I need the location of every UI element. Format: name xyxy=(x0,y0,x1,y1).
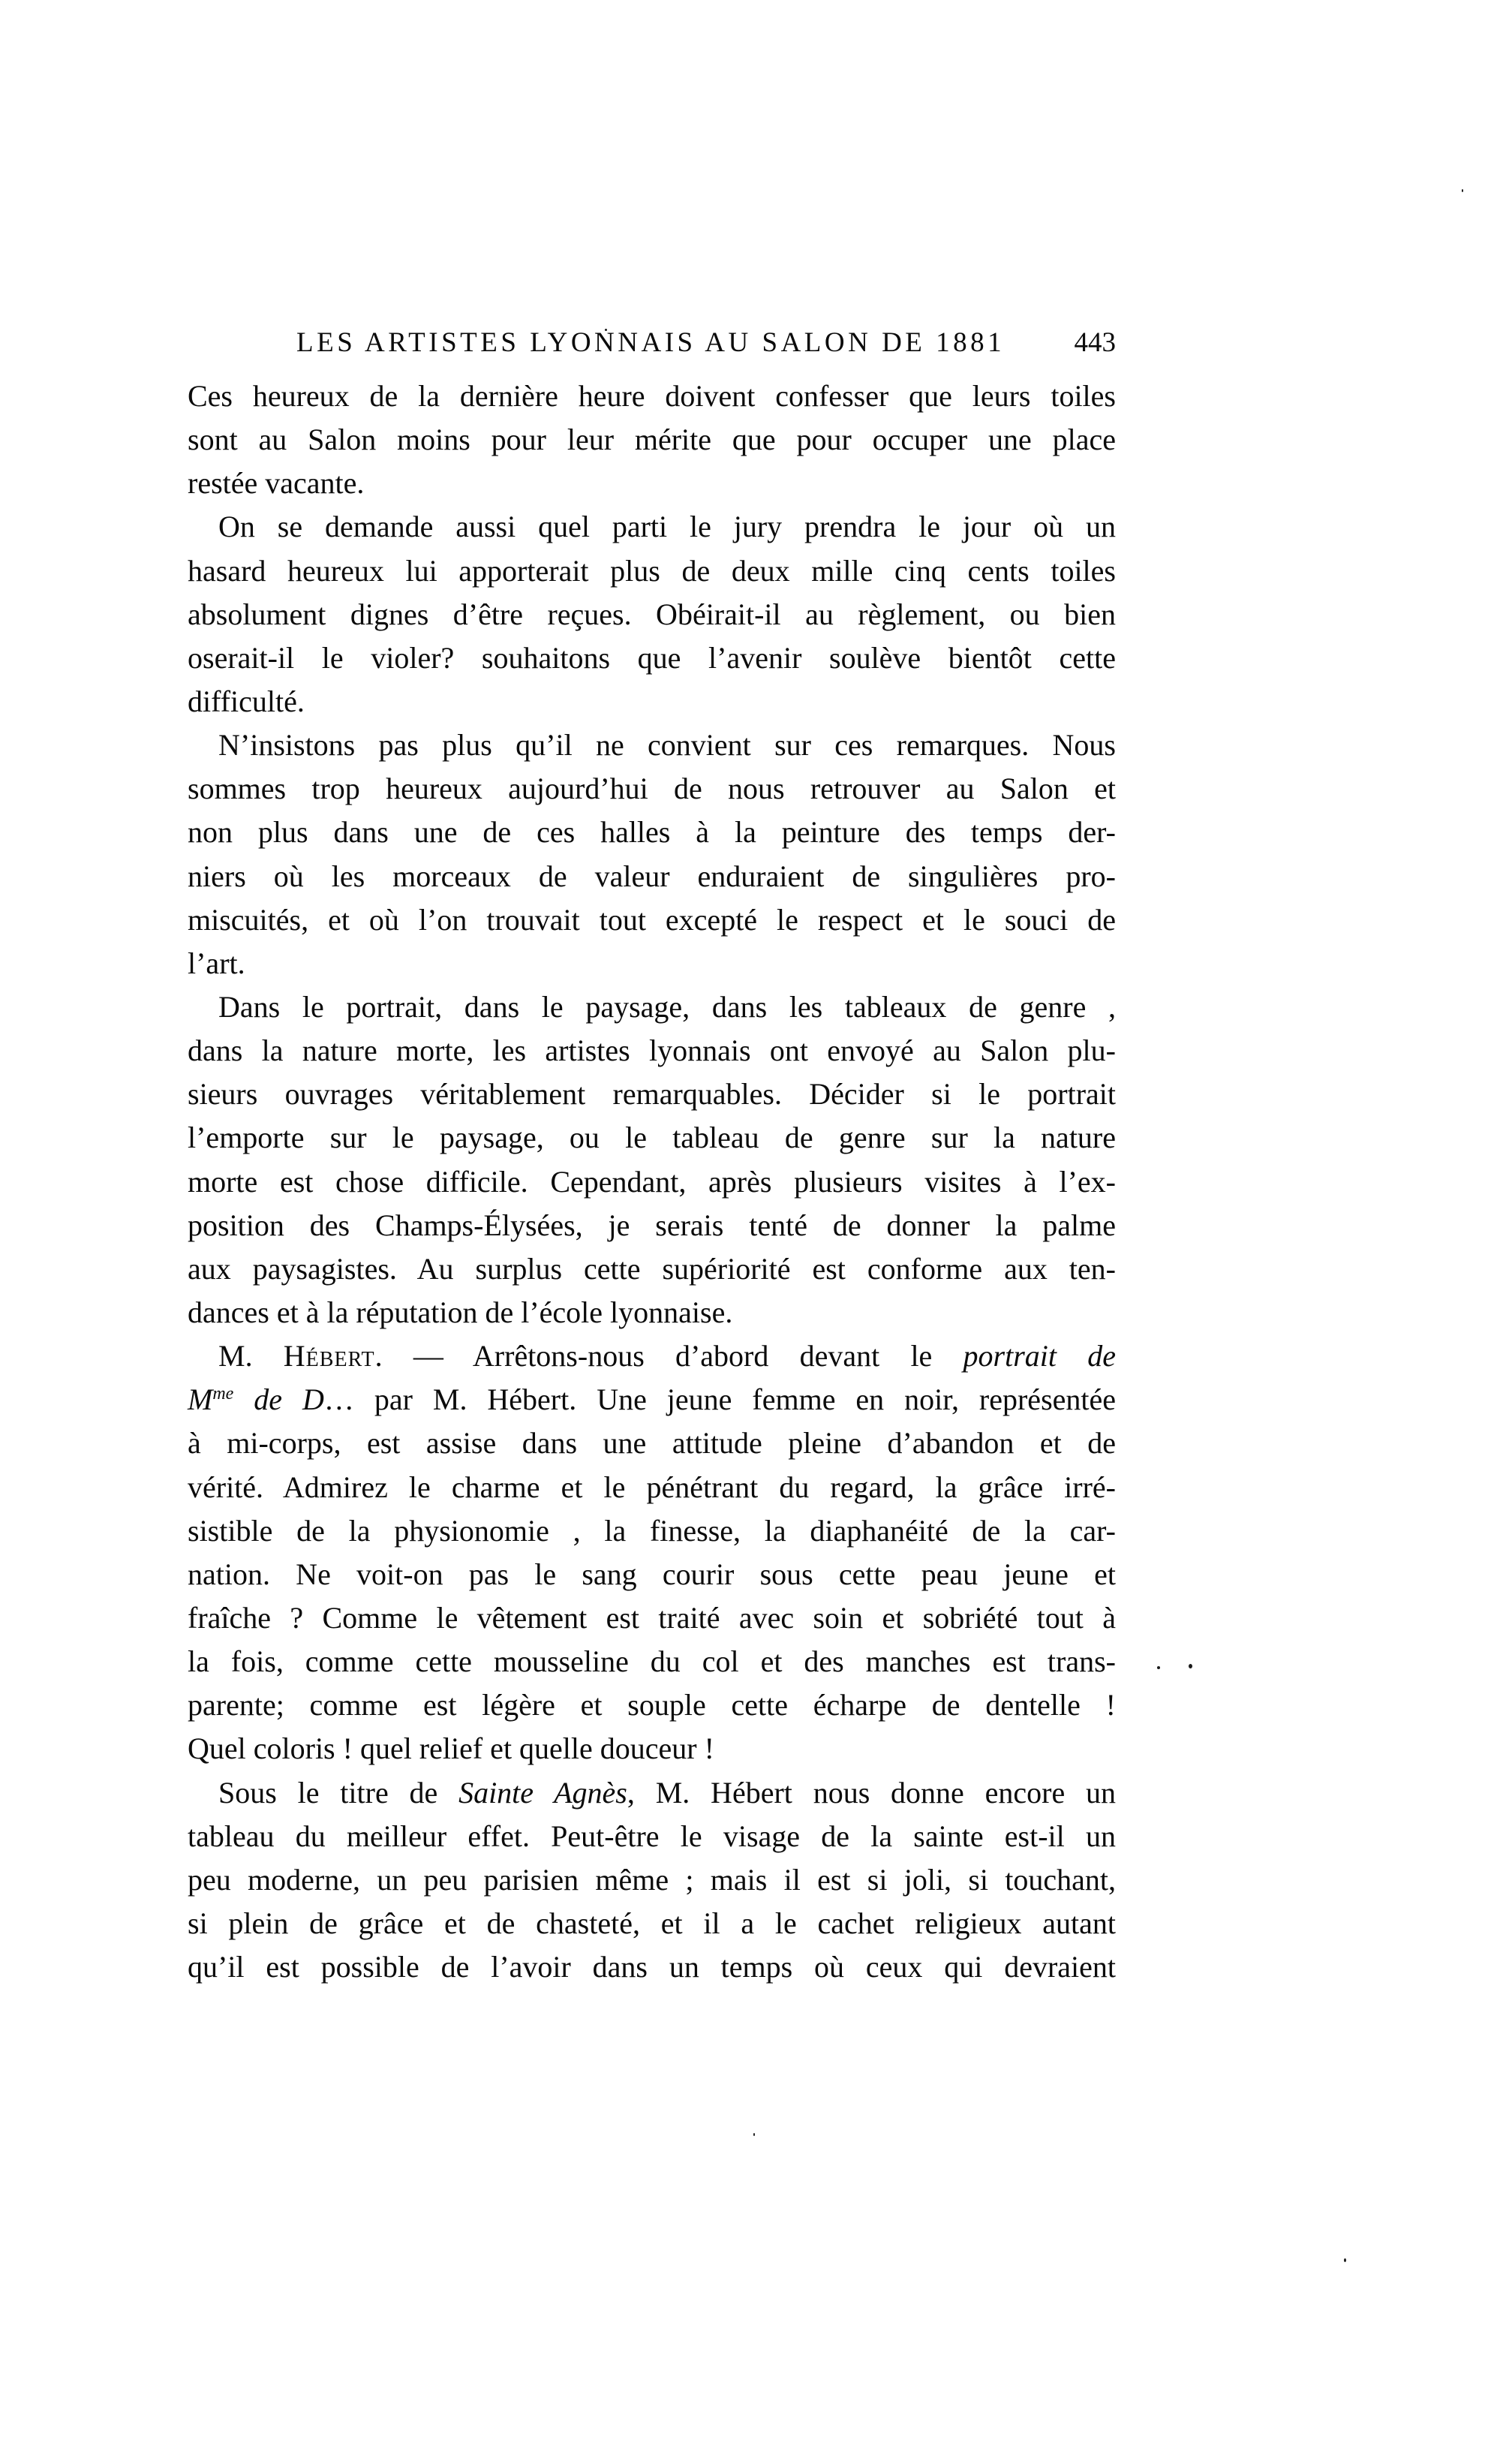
artwork-title-italic: portrait de xyxy=(963,1339,1116,1373)
paper-speck xyxy=(1189,1664,1192,1668)
paper-speck xyxy=(753,2133,755,2136)
text-line: la fois, comme cette mousseline du col et des manches est trans- xyxy=(188,1644,1116,1679)
text-run: , M. Hébert nous donne encore un xyxy=(627,1775,1117,1810)
running-head-title: LES ARTISTES LYONNAIS AU SALON DE 1881 xyxy=(296,327,1005,358)
text-line: aux paysagistes. Au surplus cette supériorité est conforme aux ten- xyxy=(188,1251,1116,1286)
text-run: . — Arrêtons-nous d’abord devant le xyxy=(374,1339,963,1373)
text-line: Ces heureux de la dernière heure doivent confesser que leurs toiles xyxy=(188,379,1116,413)
text-line: niers où les morceaux de valeur enduraient de singulières pro- xyxy=(188,859,1116,893)
text-line: fraîche ? Comme le vêtement est traité avec soin et sobriété tout à xyxy=(188,1600,1116,1635)
text-line: si plein de grâce et de chasteté, et il a le cachet religieux autant xyxy=(188,1906,1116,1940)
text-line: difficulté. xyxy=(188,684,305,718)
text-line: l’emporte sur le paysage, ou le tableau de genre sur la nature xyxy=(188,1121,1116,1155)
text-line: à mi-corps, est assise dans une attitude pleine d’abandon et de xyxy=(188,1426,1116,1461)
artwork-title-italic: de D xyxy=(233,1382,324,1417)
text-run: M. xyxy=(218,1339,284,1373)
text-line: peu moderne, un peu parisien même ; mais il est si joli, si touchant, xyxy=(188,1862,1116,1897)
text-line: tableau du meilleur effet. Peut-être le visage de la sainte est-il un xyxy=(188,1819,1116,1853)
paper-speck xyxy=(1344,2258,1346,2262)
text-run: … par M. Hébert. Une jeune femme en noir, représentée xyxy=(323,1382,1117,1417)
artwork-title-italic: Sainte Agnès xyxy=(458,1775,627,1810)
text-line: non plus dans une de ces halles à la peinture des temps der- xyxy=(188,815,1116,850)
text-line xyxy=(188,1334,1116,1378)
text-line: sommes trop heureux aujourd’hui de nous retrouver au Salon et xyxy=(188,772,1116,806)
text-line: nation. Ne voit-on pas le sang courir sous cette peau jeune et xyxy=(188,1557,1116,1591)
text-line: morte est chose difficile. Cependant, après plusieurs visites à l’ex- xyxy=(188,1164,1116,1199)
text-line: position des Champs-Élysées, je serais tenté de donner la palme xyxy=(188,1208,1116,1242)
paragraph-hebert-portrait xyxy=(188,1334,1116,1771)
text-line: absolument dignes d’être reçues. Obéirait-il au règlement, ou bien xyxy=(188,597,1116,631)
paragraph xyxy=(188,375,1116,505)
text-line: parente; comme est légère et souple cette écharpe de dentelle ! xyxy=(188,1688,1116,1722)
text-line xyxy=(188,1378,1116,1422)
artist-name-small-caps: Hébert xyxy=(283,1339,375,1373)
paragraph xyxy=(188,505,1116,724)
paragraph xyxy=(188,985,1116,1334)
text-line: dances et à la réputation de l’école lyonnaise. xyxy=(188,1295,733,1329)
text-line xyxy=(188,1771,1116,1815)
text-line: N’insistons pas plus qu’il ne convient sur ces remarques. Nous xyxy=(218,728,1116,763)
text-line: sieurs ouvrages véritablement remarquables. Décider si le portrait xyxy=(188,1077,1116,1112)
text-line: dans la nature morte, les artistes lyonnais ont envoyé au Salon plu- xyxy=(188,1033,1116,1068)
text-line: oserait-il le violer? souhaitons que l’avenir soulève bientôt cette xyxy=(188,640,1116,675)
text-line: sont au Salon moins pour leur mérite que pour occuper une place xyxy=(188,423,1116,457)
body-text xyxy=(188,375,1116,1989)
paper-speck xyxy=(1462,189,1463,192)
running-head xyxy=(296,328,1116,358)
text-line: vérité. Admirez le charme et le pénétrant du regard, la grâce irré- xyxy=(188,1470,1116,1504)
text-line: Dans le portrait, dans le paysage, dans les tableaux de genre , xyxy=(218,989,1116,1024)
text-run: Sous le titre de xyxy=(218,1775,459,1810)
paper-speck xyxy=(1157,1666,1160,1669)
text-line: On se demande aussi quel parti le jury prendra le jour où un xyxy=(218,510,1116,544)
text-line: qu’il est possible de l’avoir dans un temps où ceux qui devraient xyxy=(188,1950,1116,1984)
paragraph xyxy=(188,724,1116,985)
text-line: restée vacante. xyxy=(188,466,365,501)
superscript-abbreviation: me xyxy=(212,1384,234,1404)
paragraph-sainte-agnes xyxy=(188,1771,1116,1990)
text-line: l’art. xyxy=(188,946,245,980)
page-number: 443 xyxy=(1074,327,1116,358)
text-line: miscuités, et où l’on trouvait tout excepté le respect et le souci de xyxy=(188,902,1116,937)
artwork-title-italic: M xyxy=(188,1382,213,1417)
text-line: Quel coloris ! quel relief et quelle douceur ! xyxy=(188,1731,714,1766)
text-line: hasard heureux lui apporterait plus de deux mille cinq cents toiles xyxy=(188,553,1116,588)
text-line: sistible de la physionomie , la finesse, la diaphanéité de la car- xyxy=(188,1513,1116,1548)
